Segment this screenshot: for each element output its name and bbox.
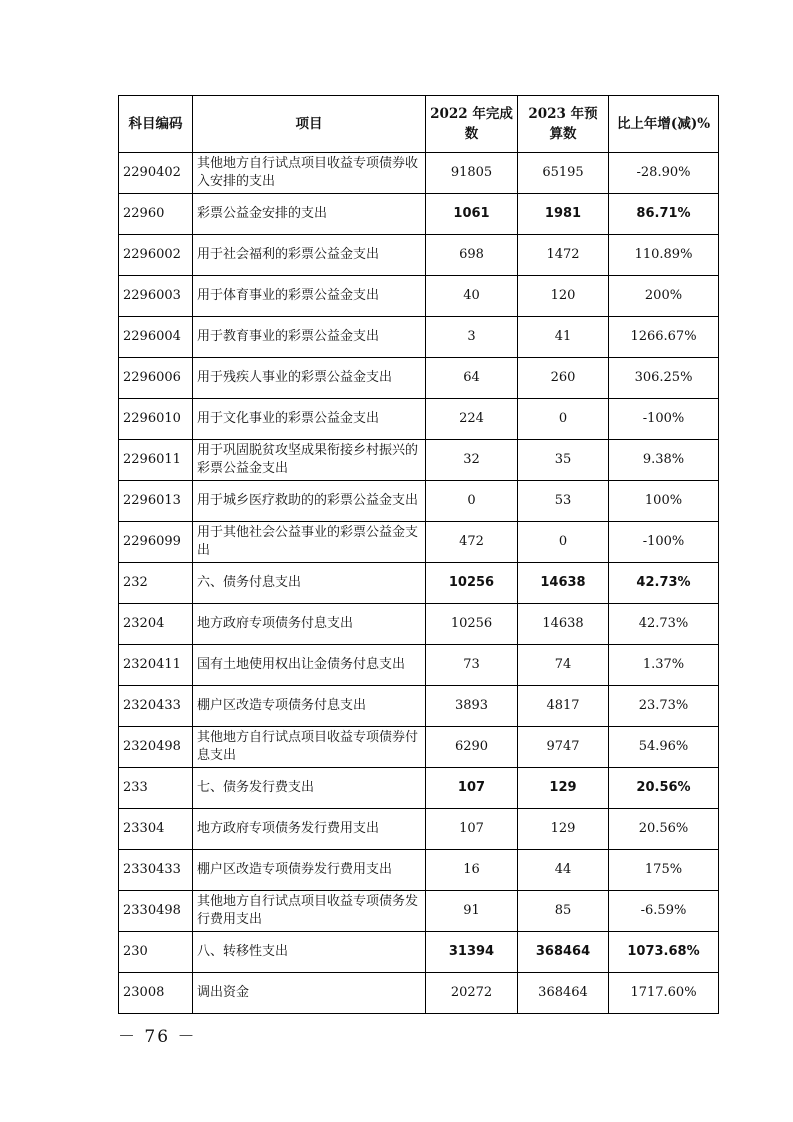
table-row xyxy=(119,891,719,932)
cell-budget-2023: 53 xyxy=(518,481,609,522)
cell-item: 用于教育事业的彩票公益金支出 xyxy=(193,317,426,358)
table-row xyxy=(119,768,719,809)
cell-actual-2022: 32 xyxy=(426,440,518,481)
cell-budget-2023: 129 xyxy=(518,809,609,850)
header-code: 科目编码 xyxy=(119,96,193,153)
cell-change: 100% xyxy=(609,481,719,522)
cell-code: 2296002 xyxy=(119,235,193,276)
table-row xyxy=(119,686,719,727)
cell-budget-2023: 85 xyxy=(518,891,609,932)
cell-actual-2022: 472 xyxy=(426,522,518,563)
cell-change: 42.73% xyxy=(609,604,719,645)
cell-item: 其他地方自行试点项目收益专项债券付息支出 xyxy=(193,727,426,768)
cell-actual-2022: 10256 xyxy=(426,604,518,645)
cell-budget-2023: 0 xyxy=(518,399,609,440)
table-row xyxy=(119,317,719,358)
table-header-row xyxy=(119,96,719,153)
cell-budget-2023: 4817 xyxy=(518,686,609,727)
cell-code: 2320411 xyxy=(119,645,193,686)
cell-item: 其他地方自行试点项目收益专项债券收入安排的支出 xyxy=(193,153,426,194)
cell-change: 1717.60% xyxy=(609,973,719,1014)
table-row xyxy=(119,563,719,604)
cell-budget-2023: 0 xyxy=(518,522,609,563)
cell-actual-2022: 40 xyxy=(426,276,518,317)
cell-item: 七、债务发行费支出 xyxy=(193,768,426,809)
cell-code: 2296099 xyxy=(119,522,193,563)
cell-item: 地方政府专项债务付息支出 xyxy=(193,604,426,645)
table-row xyxy=(119,235,719,276)
cell-code: 23304 xyxy=(119,809,193,850)
cell-budget-2023: 44 xyxy=(518,850,609,891)
cell-change: 9.38% xyxy=(609,440,719,481)
cell-change: 306.25% xyxy=(609,358,719,399)
cell-code: 2296006 xyxy=(119,358,193,399)
cell-change: -28.90% xyxy=(609,153,719,194)
cell-change: 23.73% xyxy=(609,686,719,727)
cell-item: 用于文化事业的彩票公益金支出 xyxy=(193,399,426,440)
cell-item: 用于巩固脱贫攻坚成果衔接乡村振兴的彩票公益金支出 xyxy=(193,440,426,481)
header-item: 项目 xyxy=(193,96,426,153)
budget-table xyxy=(118,95,719,1014)
table-body xyxy=(119,153,719,1014)
table-row xyxy=(119,358,719,399)
cell-code: 2296013 xyxy=(119,481,193,522)
cell-budget-2023: 14638 xyxy=(518,604,609,645)
cell-actual-2022: 3 xyxy=(426,317,518,358)
cell-actual-2022: 31394 xyxy=(426,932,518,973)
cell-budget-2023: 368464 xyxy=(518,973,609,1014)
cell-code: 233 xyxy=(119,768,193,809)
cell-actual-2022: 1061 xyxy=(426,194,518,235)
table-row xyxy=(119,153,719,194)
table-row xyxy=(119,932,719,973)
table-row xyxy=(119,604,719,645)
cell-actual-2022: 16 xyxy=(426,850,518,891)
cell-actual-2022: 91 xyxy=(426,891,518,932)
cell-change: 1.37% xyxy=(609,645,719,686)
cell-item: 用于残疾人事业的彩票公益金支出 xyxy=(193,358,426,399)
table-row xyxy=(119,522,719,563)
header-change: 比上年增(减)% xyxy=(609,96,719,153)
cell-budget-2023: 35 xyxy=(518,440,609,481)
cell-budget-2023: 129 xyxy=(518,768,609,809)
cell-budget-2023: 368464 xyxy=(518,932,609,973)
cell-budget-2023: 9747 xyxy=(518,727,609,768)
cell-budget-2023: 1981 xyxy=(518,194,609,235)
header-actual-2022: 2022 年完成数 xyxy=(426,96,518,153)
cell-actual-2022: 6290 xyxy=(426,727,518,768)
cell-code: 2296003 xyxy=(119,276,193,317)
table-row xyxy=(119,973,719,1014)
cell-code: 2330498 xyxy=(119,891,193,932)
cell-code: 2290402 xyxy=(119,153,193,194)
cell-item: 其他地方自行试点项目收益专项债务发行费用支出 xyxy=(193,891,426,932)
table-row xyxy=(119,440,719,481)
cell-code: 2330433 xyxy=(119,850,193,891)
table-row xyxy=(119,194,719,235)
cell-budget-2023: 120 xyxy=(518,276,609,317)
cell-actual-2022: 107 xyxy=(426,768,518,809)
cell-actual-2022: 10256 xyxy=(426,563,518,604)
cell-change: 42.73% xyxy=(609,563,719,604)
cell-item: 棚户区改造专项债务付息支出 xyxy=(193,686,426,727)
cell-budget-2023: 41 xyxy=(518,317,609,358)
cell-code: 2296011 xyxy=(119,440,193,481)
cell-actual-2022: 20272 xyxy=(426,973,518,1014)
cell-code: 22960 xyxy=(119,194,193,235)
table-row xyxy=(119,727,719,768)
cell-item: 六、债务付息支出 xyxy=(193,563,426,604)
cell-change: 20.56% xyxy=(609,768,719,809)
cell-code: 2320433 xyxy=(119,686,193,727)
cell-change: 20.56% xyxy=(609,809,719,850)
cell-code: 23008 xyxy=(119,973,193,1014)
cell-actual-2022: 64 xyxy=(426,358,518,399)
cell-change: 110.89% xyxy=(609,235,719,276)
cell-actual-2022: 107 xyxy=(426,809,518,850)
cell-change: 86.71% xyxy=(609,194,719,235)
cell-change: -6.59% xyxy=(609,891,719,932)
cell-change: 1266.67% xyxy=(609,317,719,358)
header-budget-2023: 2023 年预算数 xyxy=(518,96,609,153)
cell-item: 棚户区改造专项债券发行费用支出 xyxy=(193,850,426,891)
table-row xyxy=(119,850,719,891)
cell-item: 用于体育事业的彩票公益金支出 xyxy=(193,276,426,317)
cell-code: 23204 xyxy=(119,604,193,645)
cell-item: 地方政府专项债务发行费用支出 xyxy=(193,809,426,850)
cell-code: 232 xyxy=(119,563,193,604)
cell-item: 八、转移性支出 xyxy=(193,932,426,973)
cell-actual-2022: 3893 xyxy=(426,686,518,727)
cell-code: 2296004 xyxy=(119,317,193,358)
table-row xyxy=(119,276,719,317)
cell-change: 200% xyxy=(609,276,719,317)
table-row xyxy=(119,481,719,522)
cell-actual-2022: 73 xyxy=(426,645,518,686)
cell-item: 彩票公益金安排的支出 xyxy=(193,194,426,235)
cell-change: -100% xyxy=(609,522,719,563)
cell-budget-2023: 65195 xyxy=(518,153,609,194)
cell-code: 2296010 xyxy=(119,399,193,440)
cell-item: 用于其他社会公益事业的彩票公益金支出 xyxy=(193,522,426,563)
cell-budget-2023: 74 xyxy=(518,645,609,686)
cell-item: 国有土地使用权出让金债务付息支出 xyxy=(193,645,426,686)
cell-item: 调出资金 xyxy=(193,973,426,1014)
page-number: － 76 － xyxy=(118,1027,197,1047)
cell-actual-2022: 91805 xyxy=(426,153,518,194)
table-row xyxy=(119,809,719,850)
cell-budget-2023: 260 xyxy=(518,358,609,399)
cell-code: 2320498 xyxy=(119,727,193,768)
table-row xyxy=(119,399,719,440)
cell-actual-2022: 698 xyxy=(426,235,518,276)
cell-item: 用于社会福利的彩票公益金支出 xyxy=(193,235,426,276)
cell-change: -100% xyxy=(609,399,719,440)
cell-budget-2023: 14638 xyxy=(518,563,609,604)
cell-change: 1073.68% xyxy=(609,932,719,973)
cell-code: 230 xyxy=(119,932,193,973)
cell-actual-2022: 224 xyxy=(426,399,518,440)
cell-actual-2022: 0 xyxy=(426,481,518,522)
cell-item: 用于城乡医疗救助的的彩票公益金支出 xyxy=(193,481,426,522)
cell-budget-2023: 1472 xyxy=(518,235,609,276)
cell-change: 175% xyxy=(609,850,719,891)
table-row xyxy=(119,645,719,686)
cell-change: 54.96% xyxy=(609,727,719,768)
